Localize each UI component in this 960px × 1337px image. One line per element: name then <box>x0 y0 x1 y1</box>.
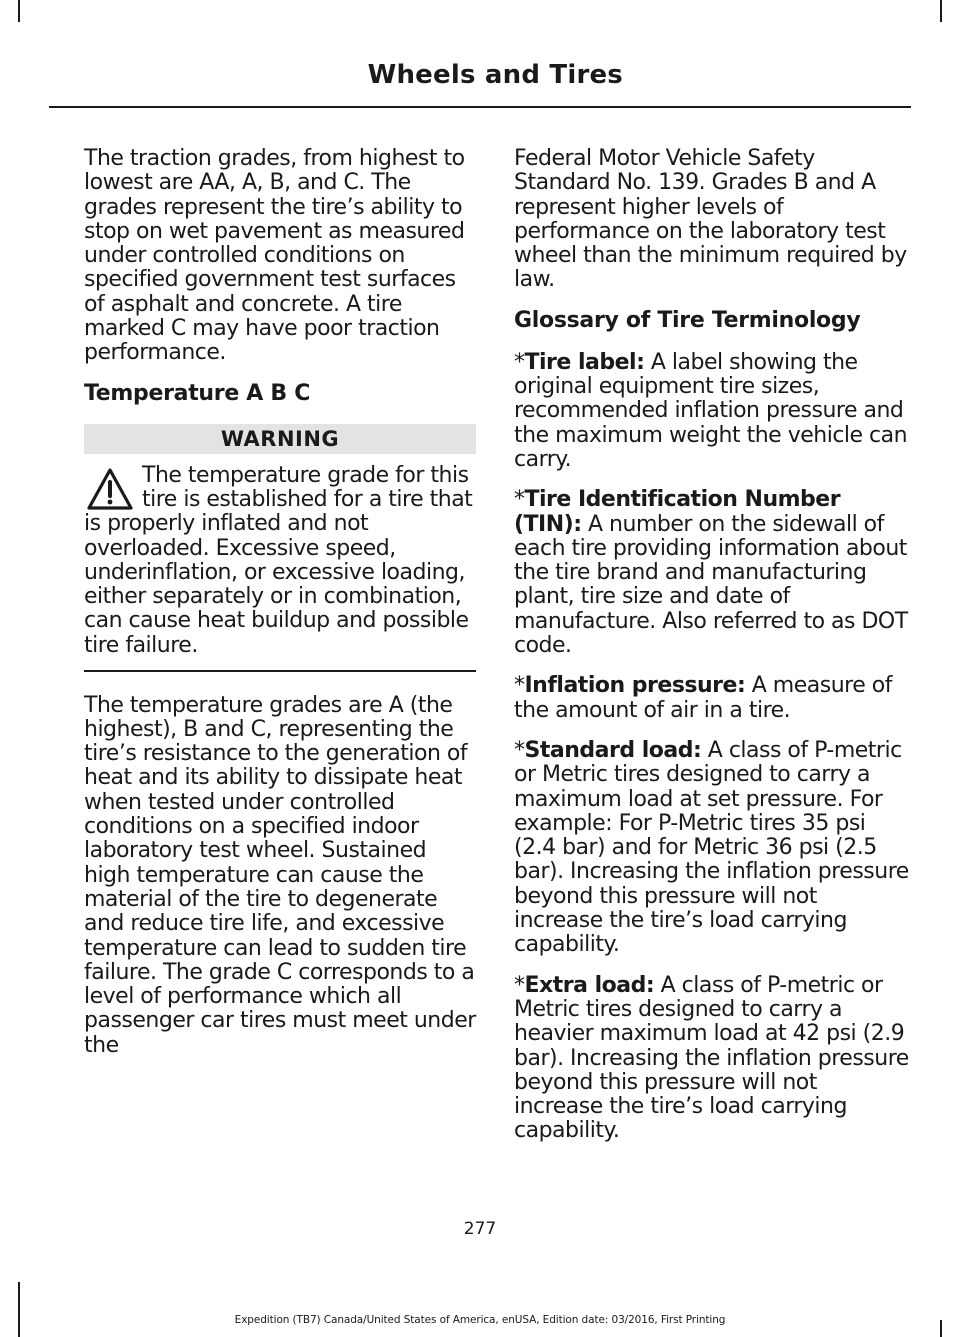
warning-divider <box>84 670 476 672</box>
glossary-term: Standard load: <box>524 737 702 763</box>
crop-mark-top-left <box>18 0 20 22</box>
warning-triangle-icon <box>86 466 134 512</box>
glossary-heading: Glossary of Tire Terminology <box>514 307 861 333</box>
standard-paragraph: Federal Motor Vehicle Safety Standard No. 139. Grades B and A represent higher levels of performance on the laboratory test wheel than the minimum required by law. <box>514 146 907 293</box>
glossary-entry: *Tire label: A label showing the original equipment tire sizes, recommended inflation pressure and the maximum weight the vehicle can carry. <box>514 349 908 472</box>
crop-mark-bottom-left <box>18 1282 20 1337</box>
glossary-entry: *Standard load: A class of P-metric or Metric tires designed to carry a maximum load at set pressure. For example: For P-Metric tires 35 psi (2.4 bar) and for Metric 36 psi (2.5 bar). Increasing the inflation pressure beyond this pressure will not increase the tire’s load carrying capability. <box>514 737 909 958</box>
title-divider <box>49 106 911 108</box>
glossary-entry: *Extra load: A class of P-metric or Metric tires designed to carry a heavier maximum load at 42 psi (2.9 bar). Increasing the inflation pressure beyond this pressure will not increase the tire’s load carrying capability. <box>514 972 909 1144</box>
warning-text: The temperature grade for this tire is established for a tire that is properly inflated and not overloaded. Excessive speed, underinflation, or excessive loading, either separately or in combination, can cause heat buildup and possible tire failure. <box>84 462 473 658</box>
glossary-definition: A number on the sidewall of each tire providing information about the tire brand and manufacturing plant, tire size and date of manufacture. Also referred to as DOT code. <box>514 511 908 659</box>
crop-mark-top-right <box>940 0 942 22</box>
page-number: 277 <box>463 1219 497 1239</box>
right-column <box>514 147 910 1160</box>
temperature-heading: Temperature A B C <box>84 380 311 406</box>
traction-paragraph: The traction grades, from highest to lowest are AA, A, B, and C. The grades represent the tire’s ability to stop on wet pavement as measured under controlled conditions on specified government test surfaces of asphalt and concrete. A tire marked C may have poor traction performance. <box>84 146 465 366</box>
glossary-term: Tire Identification Number (TIN): <box>514 487 841 537</box>
glossary-term: Inflation pressure: <box>524 673 746 699</box>
glossary-definition: A label showing the original equipment tire sizes, recommended inflation pressure and the maximum weight the vehicle can carry. <box>514 349 908 472</box>
footer-edition-info: Expedition (TB7) Canada/United States of America, enUSA, Edition date: 03/2016, First Printing <box>234 1314 726 1326</box>
glossary-entry: *Inflation pressure: A measure of the amount of air in a tire. <box>514 673 892 723</box>
warning-box <box>84 464 476 658</box>
page-title: Wheels and Tires <box>367 60 623 90</box>
temperature-paragraph: The temperature grades are A (the highest), B and C, representing the tire’s resistance to the generation of heat and its ability to dissipate heat when tested under controlled conditions on a specified indoor laboratory test wheel. Sustained high temperature can cause the material of the tire to degenerate and reduce tire life, and excessive temperature can lead to sudden tire failure. The grade C corresponds to a level of performance which all passenger car tires must meet under the <box>84 692 476 1058</box>
left-column <box>84 147 476 1074</box>
glossary-definition: A class of P-metric or Metric tires designed to carry a maximum load at set pressure. For example: For P-Metric tires 35 psi (2.4 bar) and for Metric 36 psi (2.5 bar). Increasing the inflation pressure beyond this pressure will not increase the tire’s load carrying capability. <box>514 737 909 958</box>
glossary-definition: A measure of the amount of air in a tire. <box>514 673 892 723</box>
glossary-definition: A class of P-metric or Metric tires designed to carry a heavier maximum load at 42 psi (2.9 bar). Increasing the inflation pressure beyond this pressure will not increase the tire’s load carrying capability. <box>514 972 909 1144</box>
glossary-entry: *Tire Identification Number (TIN): A number on the sidewall of each tire providing information about the tire brand and manufacturing plant, tire size and date of manufacture. Also referred to as DOT code. <box>514 487 908 659</box>
glossary-term: Tire label: <box>524 349 645 375</box>
glossary-term: Extra load: <box>524 972 655 998</box>
warning-label: WARNING <box>84 424 476 454</box>
